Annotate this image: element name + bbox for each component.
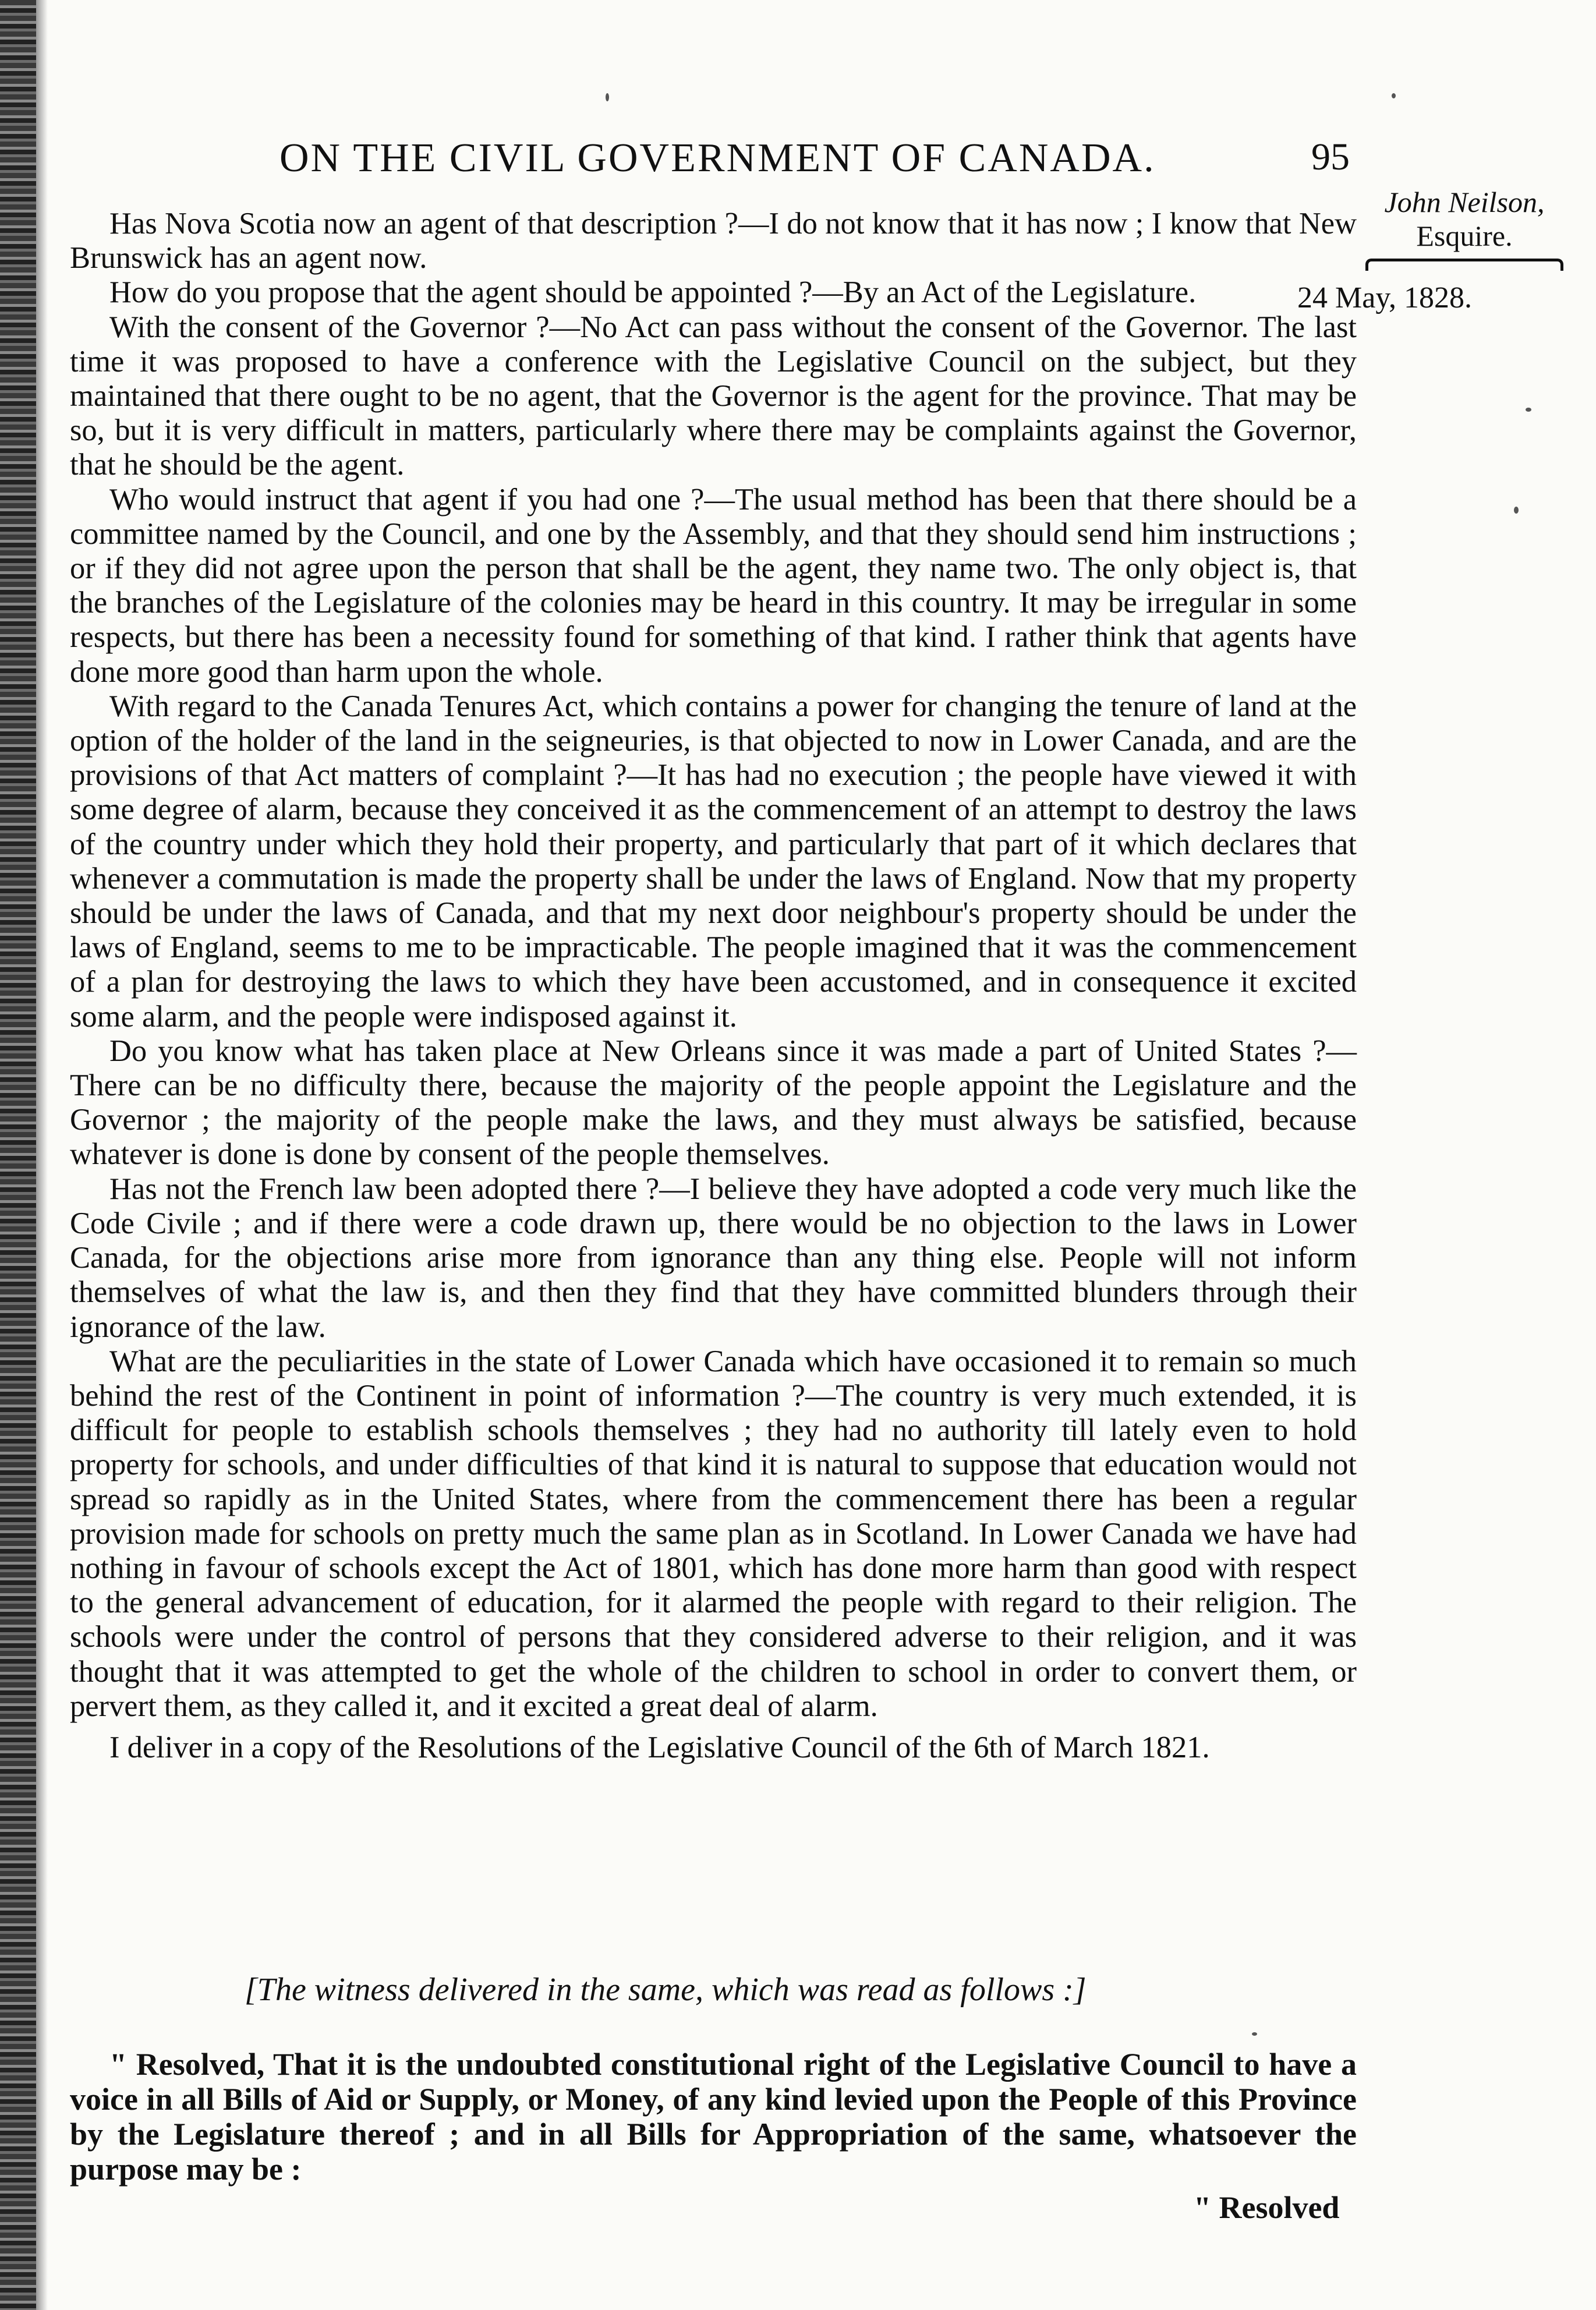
witness-title: Esquire.: [1416, 220, 1513, 252]
resolution-text: [70, 2047, 1357, 2187]
print-speck: [606, 93, 609, 101]
catchword: " Resolved: [1194, 2190, 1340, 2225]
paragraph: Who would instruct that agent if you had one ?—The usual method has been that there should be a committee named by the Council, and one by the Assembly, and that they should send him instructions ; or if they did not agree upon the person that shall be the agent, they name two. The only object is, that the branches of the Legislature of the colonies may be heard in this country. It may be irregular in some respects, but there has been a necessity found for something of that kind. I rather think that agents have done more good than harm upon the whole.: [70, 482, 1357, 689]
book-binding-edge: [0, 0, 36, 2310]
print-speck: [1252, 2032, 1257, 2036]
paragraph: Has not the French law been adopted there ?—I believe they have adopted a code very much like the Code Civile ; and if there were a code drawn up, there would be no objection to the laws in Lower Canada, for the objections arise more from ignorance than any thing else. People will not inform themselves of what the law is, and then they find that they have committed blunders through their ignorance of the law.: [70, 1172, 1357, 1344]
paragraph: With the consent of the Governor ?—No Act can pass without the consent of the Governor. The last time it was proposed to have a conference with the Legislative Council on the subject, but they maintained that there ought to be no agent, that the Governor is the agent for the province. That may be so, but it is very difficult in matters, particularly where there may be complaints against the Governor, that he should be the agent.: [70, 310, 1357, 482]
witness-name: John Neilson,: [1384, 186, 1545, 218]
print-speck: [1526, 408, 1531, 412]
paragraph: What are the peculiarities in the state of Lower Canada which have occasioned it to remain so much behind the rest of the Continent in point of information ?—The country is very much extended, it is difficult for people to establish schools themselves ; they had no authority till lately even to hold property for schools, and under difficulties of that kind it is natural to suppose that education would not spread so rapidly as in the United States, where from the commencement there has been a regular provision made for schools on pretty much the same plan as in Scotland. In Lower Canada we have had nothing in favour of schools except the Act of 1801, which has done more harm than good with respect to the general advancement of education, for it alarmed the people with regard to their religion. The schools were under the control of persons that they considered adverse to their religion, and it was thought that it was attempted to get the whole of the children to school in order to convert them, or pervert them, as they called it, and it excited a great deal of alarm.: [70, 1344, 1357, 1723]
side-note-date: 24 May, 1828.: [1297, 281, 1472, 314]
paragraph: With regard to the Canada Tenures Act, which contains a power for changing the tenure of land at the option of the holder of the land in the seigneuries, is that objected to now in Lower Canada, and are the provisions of that Act matters of complaint ?—It has had no execution ; the people have viewed it with some degree of alarm, because they conceived it as the commencement of an attempt to destroy the laws of the country under which they hold their property, and particularly that part of it which declares that whenever a commutation is made the property shall be under the laws of England. Now that my property should be under the laws of Canada, and that my next door neighbour's property should be under the laws of England, seems to me to be impracticable. The people imagined that it was the commencement of a plan for destroying the laws to which they have been accustomed, and in consequence it excited some alarm, and the people were indisposed against it.: [70, 689, 1357, 1034]
paragraph: Has Nova Scotia now an agent of that description ?—I do not know that it has now ; I know that New Brunswick has an agent now.: [70, 207, 1357, 275]
binding-shadow: [36, 0, 48, 2310]
paragraph: How do you propose that the agent should be appointed ?—By an Act of the Legislature.: [109, 275, 1197, 310]
resolution-paragraph: " Resolved, That it is the undoubted constitutional right of the Legislative Council to have a voice in all Bills of Aid or Supply, or Money, of any kind levied upon the People of this Province by the Legislature thereof ; and in all Bills for Appropriation of the same, whatsoever the purpose may be :: [70, 2047, 1357, 2187]
evidence-text: [70, 207, 1357, 1765]
brace-mark: [1365, 254, 1563, 275]
page-number: 95: [1311, 136, 1350, 178]
side-note-witness: [1360, 185, 1569, 275]
running-head: ON THE CIVIL GOVERNMENT OF CANADA.: [279, 136, 1156, 181]
delivered-note: [The witness delivered in the same, which was read as follows :]: [245, 1972, 1087, 2008]
print-speck: [1514, 507, 1519, 514]
print-speck: [1392, 93, 1396, 98]
paragraph: I deliver in a copy of the Resolutions of the Legislative Council of the 6th of March 1821.: [109, 1730, 1210, 1764]
paragraph: Do you know what has taken place at New Orleans since it was made a part of United States ?—There can be no difficulty there, because the majority of the people appoint the Legislature and the Governor ; the majority of the people make the laws, and they must always be satisfied, because whatever is done is done by consent of the people themselves.: [70, 1034, 1357, 1172]
